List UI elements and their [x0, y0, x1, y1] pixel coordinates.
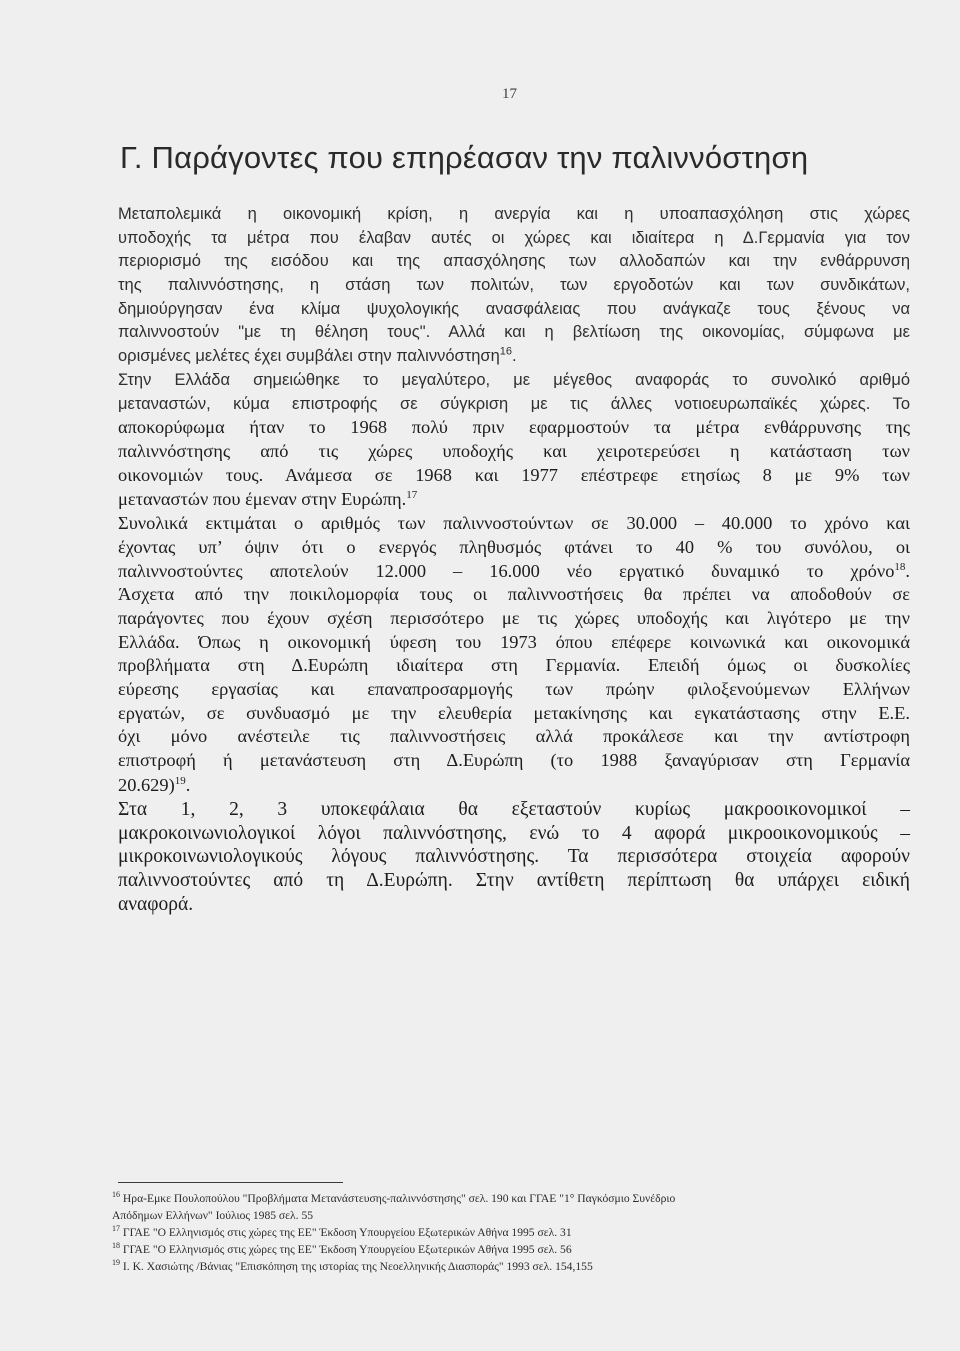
footnote-reference[interactable]: 18	[894, 560, 906, 573]
body-line	[118, 725, 910, 749]
footnote-text: Απόδημων Ελλήνων" Ιούλιος 1985 σελ. 55	[112, 1209, 314, 1222]
body-line	[118, 583, 910, 607]
footnote-text: ΓΓΑΕ "Ο Ελληνισμός στις χώρες της ΕΕ" Έκδοση Υπουργείου Εξωτερικών Αθήνα 1995 σελ. 56	[122, 1243, 572, 1256]
footnote-item	[112, 1224, 912, 1241]
body-line	[118, 227, 910, 251]
footnote-reference[interactable]: 16	[499, 345, 512, 358]
body-line-text: μικροκοινωνιολογικούς λόγους παλιννόστησης. Τα περισσότερα στοιχεία αφορούν	[118, 846, 910, 868]
body-line-text: όχι μόνο ανέστειλε τις παλιννοστήσεις αλλά προκάλεσε και την αντίστροφη	[118, 726, 910, 747]
body-line-text: παλιννόστησης από τις χώρες υποδοχής και χειροτερεύσει η κατάσταση των	[118, 440, 910, 461]
body-line	[118, 345, 910, 369]
body-line	[118, 869, 910, 893]
body-line-text: έχοντας υπ’ όψιν ότι ο ενεργός πληθυσμός φτάνει το 40 % του συνόλου, οι	[118, 536, 910, 557]
body-line	[118, 845, 910, 869]
footnote-number: 17	[112, 1224, 120, 1234]
footnote-text: ΓΓΑΕ "Ο Ελληνισμός στις χώρες της ΕΕ" Έκδοση Υπουργείου Εξωτερικών Αθήνα 1995 σελ. 31	[122, 1226, 572, 1239]
body-line	[118, 702, 910, 726]
footnote-number: 16	[112, 1190, 120, 1200]
body-line	[118, 416, 910, 440]
body-line	[118, 654, 910, 678]
body-line	[118, 203, 910, 227]
footnote-text: Ηρα-Εμκε Πουλοπούλου "Προβλήματα Μετανάστευσης-παλιννόστησης" σελ. 190 και ΓΓΑΕ "1° Παγκόσμιο Συνέδριο	[122, 1192, 676, 1205]
footnote-item	[112, 1241, 912, 1258]
footnote-item	[112, 1190, 912, 1207]
footnote-text: Ι. Κ. Χασιώτης /Βάνιας "Επισκόπηση της ιστορίας της Νεοελληνικής Διασποράς" 1993 σελ. 154,155	[122, 1260, 593, 1273]
body-line	[118, 822, 910, 846]
footnote-item	[112, 1207, 912, 1224]
body-line-text: υποδοχής τα μέτρα που έλαβαν αυτές οι χώρες και ιδιαίτερα η Δ.Γερμανία για τον	[118, 228, 910, 247]
body-line-text: Άσχετα από την ποικιλομορφία τους οι παλιννοστήσεις θα πρέπει να αποδοθούν σε	[118, 584, 910, 605]
body-line-text: μεταναστών, κύμα επιστροφής σε σύγκριση με τις άλλες νοτιοευρωπαϊκές χώρες. Το	[118, 394, 910, 413]
body-line	[118, 369, 910, 393]
body-line	[118, 250, 910, 274]
body-text	[118, 203, 910, 916]
body-line	[118, 393, 910, 417]
body-line-text: αναφορά.	[118, 893, 194, 915]
body-line-text: δημιούργησαν ένα κλίμα ψυχολογικής ανασφάλειας που ανάγκαζε τους ξένους να	[118, 299, 910, 318]
footnote-reference[interactable]: 19	[174, 774, 186, 787]
body-line-text: εργατών, σε συνδυασμό με την ελευθερία μετακίνησης και εγκατάστασης στην Ε.Ε.	[118, 702, 910, 723]
body-line-text: προβλήματα στη Δ.Ευρώπη ιδιαίτερα στη Γερμανία. Επειδή όμως οι δυσκολίες	[118, 655, 910, 676]
body-line-text: της παλιννόστησης, η στάση των πολιτών, των εργοδοτών και των συνδικάτων,	[118, 276, 910, 295]
body-line	[118, 749, 910, 773]
footnote-number: 19	[112, 1258, 120, 1268]
body-line	[118, 321, 910, 345]
body-line-text: μεταναστών που έμεναν στην Ευρώπη.	[118, 489, 407, 510]
body-line	[118, 536, 910, 560]
body-line-text: Ελλάδα. Όπως η οικονομική ύφεση του 1973 όπου επέφερε κοινωνικά και οικονομικά	[118, 631, 910, 652]
body-line-text: παλιννοστούντες αποτελούν 12.000 – 16.000 νέο εργατικό δυναμικό το χρόνο	[118, 560, 895, 581]
body-line	[118, 487, 910, 512]
body-line	[118, 773, 910, 798]
body-line-text: παράγοντες που έχουν σχέση περισσότερο με τις χώρες υποδοχής και λιγότερο με την	[118, 608, 910, 628]
body-line-text: 20.629)	[118, 774, 175, 795]
body-line	[118, 893, 910, 917]
footnote-reference[interactable]: 17	[406, 489, 418, 502]
body-line	[118, 607, 910, 631]
body-line	[118, 440, 910, 464]
body-line-text: ορισμένες μελέτες έχει συμβάλει στην παλιννόστηση	[118, 347, 500, 366]
body-line-text: παλιννοστούντες από τη Δ.Ευρώπη. Στην αντίθετη περίπτωση θα υπάρχει ειδική	[118, 869, 910, 891]
body-line-text: εύρεσης εργασίας και επαναπροσαρμογής των πρώην φιλοξενούμενων Ελλήνων	[118, 679, 910, 700]
body-line-text: αποκορύφωμα ήταν το 1968 πολύ πριν εφαρμοστούν τα μέτρα ενθάρρυνσης της	[118, 417, 910, 438]
body-line-text: Μεταπολεμικά η οικονομική κρίση, η ανεργία και η υποαπασχόληση στις χώρες	[118, 205, 910, 223]
body-line-text: επιστροφή ή μετανάστευση στη Δ.Ευρώπη (το 1988 ξαναγύρισαν στη Γερμανία	[118, 750, 910, 771]
footnote-item	[112, 1258, 912, 1275]
body-line	[118, 678, 910, 702]
body-line	[118, 274, 910, 298]
body-line-text: Συνολικά εκτιμάται ο αριθμός των παλιννοστούντων σε 30.000 – 40.000 το χρόνο και	[118, 513, 910, 534]
body-line-text: Στα 1, 2, 3 υποκεφάλαια θα εξεταστούν κυρίως μακροοικονομικοί –	[118, 798, 910, 820]
body-line-text: Στην Ελλάδα σημειώθηκε το μεγαλύτερο, με μέγεθος αναφοράς το συνολικό αριθμό	[118, 370, 910, 389]
body-line	[118, 298, 910, 322]
body-line-text: μακροκοινωνιολογικοί λόγοι παλιννόστησης, ενώ το 4 αφορά μικροοικονομικούς –	[118, 822, 910, 844]
body-line-tail: .	[185, 774, 191, 795]
body-line-text: περιορισμό της εισόδου και της απασχόλησης των αλλοδαπών και την ενθάρρυνση	[118, 252, 910, 271]
body-line	[118, 798, 910, 822]
body-line	[118, 560, 910, 584]
page-number: 17	[502, 86, 517, 102]
footnotes	[112, 1190, 912, 1275]
body-line	[118, 631, 910, 655]
body-line-text: παλιννοστούν "με τη θέληση τους". Αλλά και η βελτίωση της οικονομίας, σύμφωνα με	[118, 323, 910, 342]
body-line	[118, 512, 910, 536]
body-line-tail: .	[905, 560, 910, 581]
section-heading: Γ. Παράγοντες που επηρέασαν την παλιννόστηση	[120, 140, 809, 175]
footnote-separator	[118, 1182, 343, 1183]
body-line-tail: .	[512, 347, 517, 366]
body-line-text: οικονομιών τους. Ανάμεσα σε 1968 και 1977 επέστρεφε ετησίως 8 με 9% των	[118, 464, 910, 485]
footnote-number: 18	[112, 1241, 120, 1251]
body-line	[118, 464, 910, 488]
